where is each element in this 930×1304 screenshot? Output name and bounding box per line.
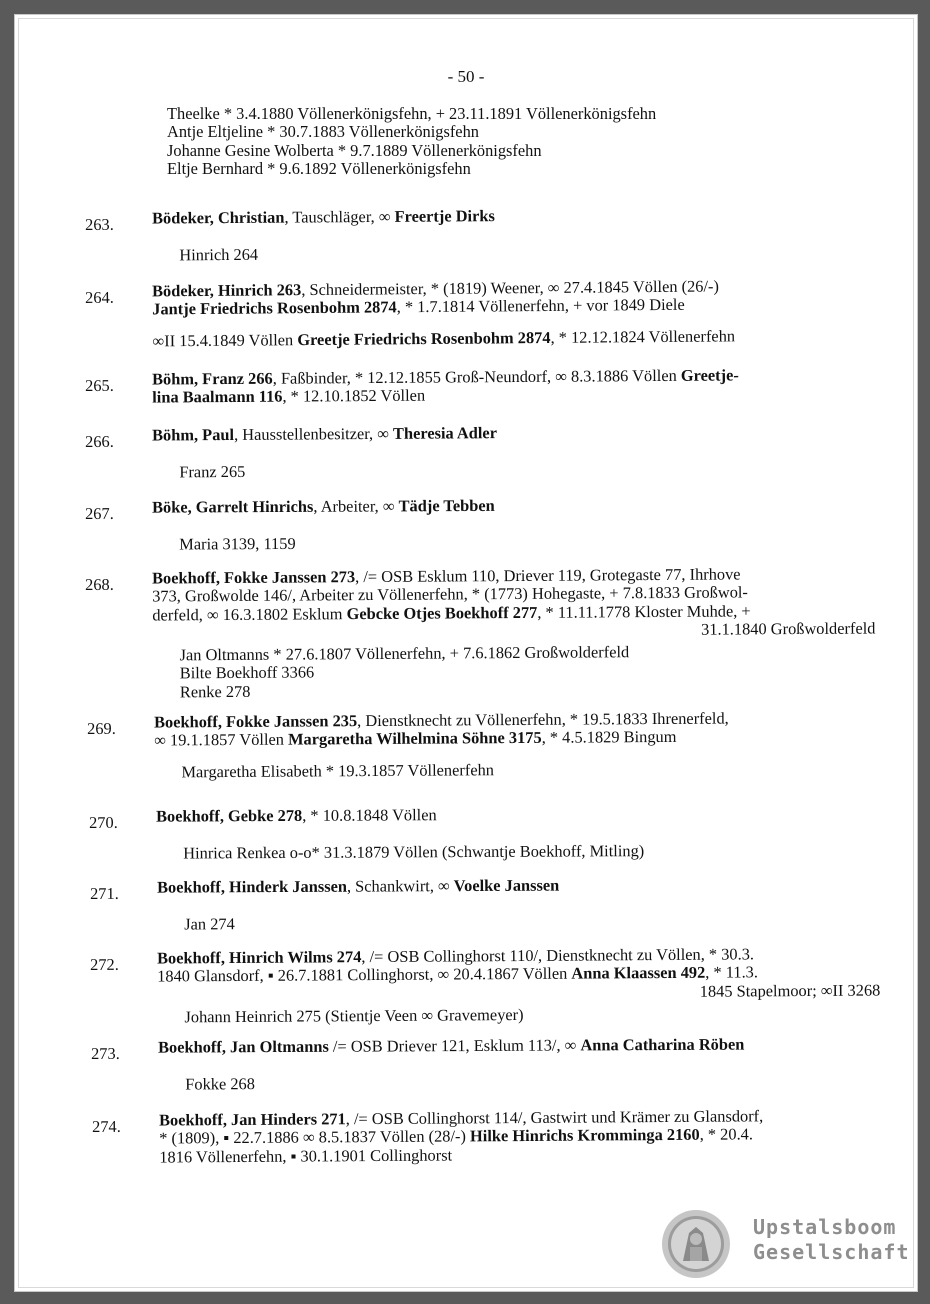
entry-text: , * 1.7.1814 Völlenerfehn, + vor 1849 Diele	[396, 295, 685, 317]
entry-line	[158, 1035, 881, 1057]
intro-line: Eltje Bernhard * 9.6.1892 Völlenerkönigsfehn	[167, 158, 471, 178]
person-name: Böhm, Paul	[151, 424, 235, 445]
entry-text: , Hausstellenbesitzer, ∞	[233, 423, 394, 444]
entry-number: 263.	[85, 214, 114, 234]
entry-text: , Schankwirt, ∞	[346, 876, 454, 896]
children-list	[179, 242, 875, 265]
entry-number: 274.	[92, 1116, 121, 1136]
genealogy-entry	[85, 564, 876, 702]
brand-line-2: Gesellschaft	[753, 1240, 910, 1264]
person-name: Freertje Dirks	[394, 206, 495, 226]
entry-number: 264.	[85, 287, 114, 307]
entry-text: ∞ 19.1.1857 Völlen	[154, 729, 289, 750]
entry-text: /= OSB Driever 121, Esklum 113/, ∞	[328, 1035, 581, 1056]
children-list	[180, 642, 876, 702]
person-name: Theresia Adler	[392, 423, 498, 443]
entry-line-continued: 1845 Stapelmoor; ∞II 3268	[699, 980, 881, 1001]
entry-text: derfeld, ∞ 16.3.1802 Esklum	[152, 603, 347, 625]
child-entry: Bilte Boekhoff 3366	[179, 662, 315, 683]
genealogy-entry	[90, 944, 881, 1027]
child-entry: Hinrich 264	[179, 245, 259, 265]
person-name: Boekhoff, Gebke 278	[155, 805, 303, 826]
person-name: Bödeker, Hinrich 263	[151, 280, 302, 301]
children-list	[183, 841, 879, 863]
entry-line	[152, 204, 875, 227]
genealogy-entry	[89, 804, 879, 864]
entry-number: 272.	[90, 954, 119, 974]
children-list	[184, 912, 880, 934]
entry-number: 273.	[91, 1043, 120, 1063]
entry-text: 373, Großwolde 146/, Arbeiter zu Völlenerfehn, * (1773) Hohegaste, + 7.8.1833 Großwol-	[152, 582, 748, 606]
person-name: Voelke Janssen	[453, 875, 560, 896]
brand-line-1: Upstalsboom	[753, 1215, 897, 1239]
children-list	[179, 459, 875, 482]
entry-number: 271.	[90, 883, 119, 903]
person-name: Anna Catharina Röben	[580, 1034, 745, 1055]
person-name: Böke, Garrelt Hinrichs	[151, 496, 314, 517]
entry-text: , * 20.4.	[699, 1124, 754, 1145]
children-list	[152, 326, 875, 351]
entry-text: , Faßbinder, * 12.12.1855 Groß-Neundorf, ∞ 8.3.1886 Völlen	[272, 365, 681, 388]
person-name: Boekhoff, Jan Hinders 271	[158, 1109, 346, 1130]
children-list	[184, 1003, 880, 1026]
entry-text: , * 11.3.	[705, 962, 759, 983]
genealogy-entry	[91, 1035, 881, 1095]
entry-text: , * 12.10.1852 Völlen	[282, 385, 426, 406]
document-page	[14, 14, 918, 1292]
entry-text: ∞II 15.4.1849 Völlen	[152, 329, 298, 351]
person-name: Boekhoff, Hinderk Janssen	[156, 876, 347, 897]
entry-number: 266.	[85, 431, 114, 451]
entry-line	[157, 875, 880, 897]
entry-line	[154, 727, 877, 750]
genealogy-entry	[85, 204, 875, 265]
entry-text: , Arbeiter, ∞	[313, 496, 399, 516]
entry-line	[152, 495, 875, 517]
intro-line: Johanne Gesine Wolberta * 9.7.1889 Völlenerkönigsfehn	[167, 140, 542, 160]
child-entry: Jan 274	[184, 914, 235, 934]
entry-text: , * 4.5.1829 Bingum	[541, 727, 677, 748]
entry-line	[152, 421, 875, 444]
person-name: Böhm, Franz 266	[151, 368, 273, 389]
entry-text: , /= OSB Collinghorst 110/, Dienstknecht zu Völlen, * 30.3.	[361, 944, 755, 967]
genealogy-entry	[87, 708, 877, 781]
intro-children-list	[167, 105, 867, 178]
entry-number: 270.	[89, 812, 118, 832]
entry-text: , Tauschläger, ∞	[284, 206, 395, 227]
person-name: Jantje Friedrichs Rosenbohm 2874	[152, 297, 397, 319]
entry-text: , * 12.12.1824 Völlenerfehn	[550, 325, 736, 347]
entry-number: 267.	[85, 503, 114, 523]
entry-line	[159, 1143, 882, 1166]
person-name: Boekhoff, Fokke Janssen 273	[151, 567, 356, 588]
intro-line: Antje Eltjeline * 30.7.1883 Völlenerkönigsfehn	[167, 122, 479, 142]
child-entry: Renke 278	[179, 681, 251, 702]
child-entry: Maria 3139, 1159	[179, 534, 296, 554]
entry-line	[156, 804, 879, 826]
second-marriage-line	[152, 326, 875, 351]
genealogy-entry	[85, 495, 875, 555]
person-name: Margaretha Wilhelmina Söhne 3175	[287, 728, 542, 749]
entry-text: 1816 Völlenerfehn, ▪ 30.1.1901 Collinghorst	[159, 1145, 453, 1167]
child-entry: Jan Oltmanns * 27.6.1807 Völlenerfehn, + 7.6.1862 Großwolderfeld	[179, 642, 630, 665]
entry-text: , Schneidermeister, * (1819) Weener, ∞ 27.4.1845 Völlen (26/-)	[301, 276, 719, 300]
entry-text: , * 10.8.1848 Völlen	[302, 805, 437, 825]
person-name: Gebcke Otjes Boekhoff 277	[346, 602, 538, 623]
person-name: Hilke Hinrichs Kromminga 2160	[469, 1125, 700, 1146]
entry-text: , /= OSB Collinghorst 114/, Gastwirt und Krämer zu Glansdorf,	[345, 1106, 764, 1129]
child-entry: Johann Heinrich 275 (Stientje Veen ∞ Gravemeyer)	[184, 1004, 524, 1027]
upstalsboom-logo	[661, 1209, 911, 1281]
entry-text: , /= OSB Esklum 110, Driever 119, Grotegaste 77, Ihrhove	[355, 564, 741, 587]
genealogy-entry	[85, 421, 875, 482]
person-name: Bödeker, Christian	[151, 207, 285, 228]
entry-text: 1840 Glansdorf, ▪ 26.7.1881 Collinghorst, ∞ 20.4.1867 Völlen	[157, 963, 572, 986]
person-name: Greetje-	[680, 365, 739, 385]
entry-line-continued: 31.1.1840 Großwolderfeld	[701, 618, 876, 639]
entry-text: * (1809), ▪ 22.7.1886 ∞ 8.5.1837 Völlen (28/-)	[159, 1126, 471, 1148]
genealogy-entry	[90, 875, 880, 935]
seal-icon	[661, 1209, 731, 1279]
entry-number: 265.	[85, 375, 114, 395]
entry-number: 268.	[85, 574, 114, 594]
person-name: Boekhoff, Hinrich Wilms 274	[156, 947, 362, 968]
entry-number: 269.	[87, 718, 116, 738]
child-entry: Hinrica Renkea o-o* 31.3.1879 Völlen (Schwantje Boekhoff, Mitling)	[183, 841, 645, 863]
genealogy-entry	[85, 276, 876, 351]
person-name: Anna Klaassen 492	[571, 963, 706, 983]
intro-line: Theelke * 3.4.1880 Völlenerkönigsfehn, + 23.11.1891 Völlenerkönigsfehn	[167, 104, 657, 123]
page-number: - 50 -	[447, 67, 485, 86]
person-name: Boekhoff, Fokke Janssen 235	[153, 711, 358, 732]
person-name: lina Baalmann 116	[152, 386, 283, 407]
children-list	[181, 758, 877, 781]
child-entry: Margaretha Elisabeth * 19.3.1857 Völlenerfehn	[181, 759, 495, 781]
person-name: Tädje Tebben	[398, 495, 495, 516]
child-entry: Fokke 268	[185, 1074, 255, 1094]
children-list	[179, 532, 875, 554]
person-name: Boekhoff, Jan Oltmanns	[157, 1036, 329, 1057]
children-list	[185, 1072, 881, 1094]
brand-name	[753, 1215, 910, 1265]
genealogy-entry	[85, 365, 875, 407]
entry-text: , Dienstknecht zu Völlenerfehn, * 19.5.1833 Ihrenerfeld,	[357, 708, 729, 731]
entry-line	[152, 294, 875, 319]
person-name: Greetje Friedrichs Rosenbohm 2874	[297, 327, 551, 349]
entry-text: , * 11.11.1778 Kloster Muhde, +	[537, 600, 751, 622]
entry-line	[152, 384, 875, 407]
child-entry: Franz 265	[179, 462, 246, 482]
genealogy-entry	[92, 1106, 882, 1166]
